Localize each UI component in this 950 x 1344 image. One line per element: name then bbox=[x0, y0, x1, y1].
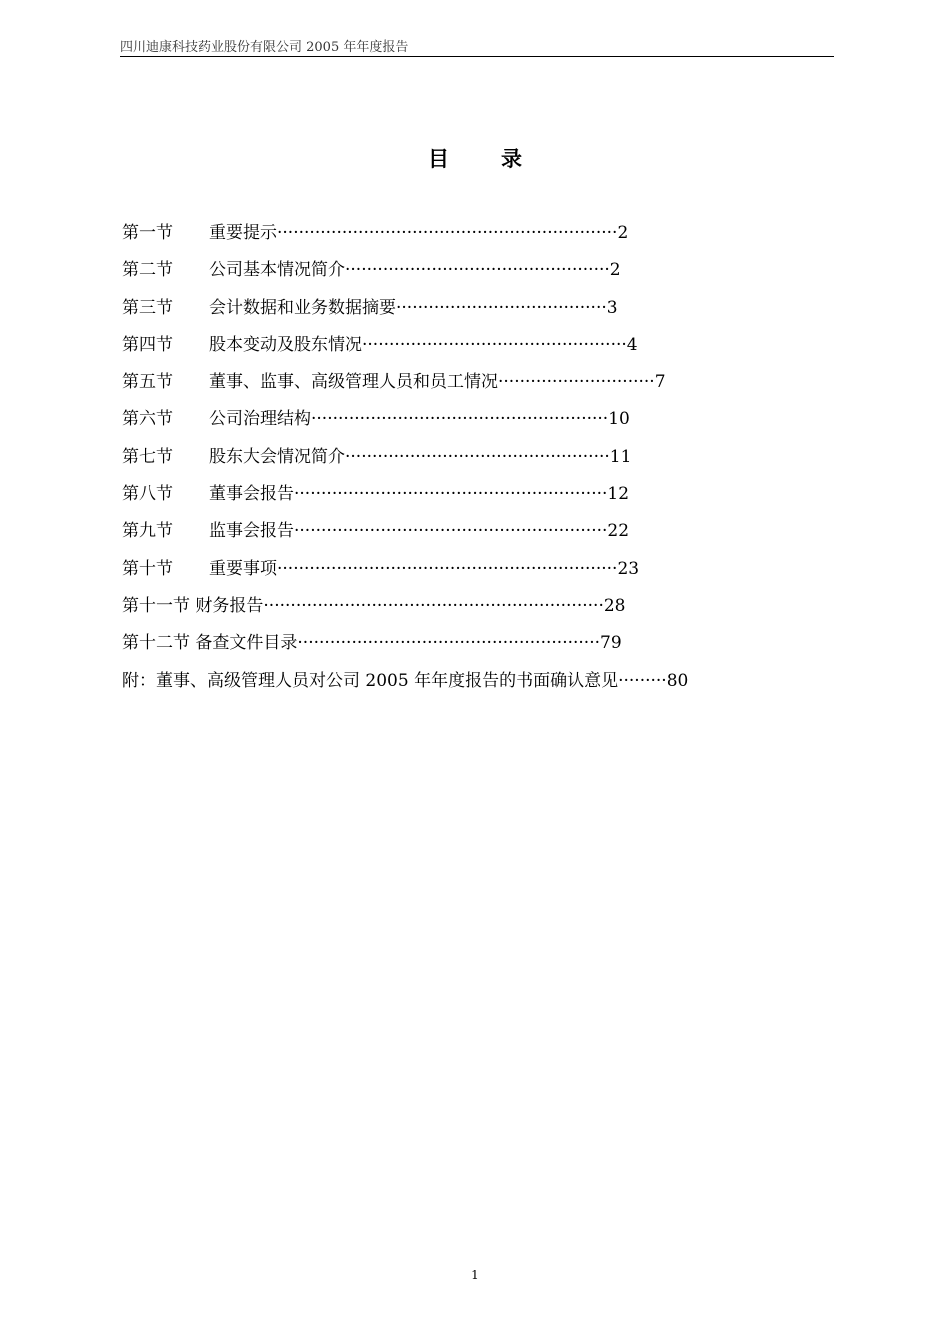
toc-leader-dots: ········· bbox=[618, 670, 667, 691]
toc-section-label: 第三节 bbox=[122, 297, 173, 318]
toc-section-label: 第八节 bbox=[122, 484, 173, 505]
toc-entry bbox=[122, 519, 762, 556]
toc-entry bbox=[122, 557, 762, 594]
toc-page-number: 22 bbox=[607, 521, 630, 542]
running-header bbox=[120, 36, 834, 57]
toc-section-label: 第五节 bbox=[122, 372, 173, 393]
toc-section-title: 公司基本情况简介 bbox=[209, 260, 345, 281]
toc-page-number: 23 bbox=[617, 558, 640, 579]
toc-section-label: 第九节 bbox=[122, 521, 173, 542]
toc-section-title: 董事会报告 bbox=[209, 484, 294, 505]
toc-appendix-entry bbox=[122, 669, 762, 706]
toc-section-title: 监事会报告 bbox=[209, 521, 294, 542]
toc-page-number: 2 bbox=[617, 223, 629, 243]
toc-appendix-title: 附：董事、高级管理人员对公司 2005 年年度报告的书面确认意见 bbox=[122, 670, 619, 691]
toc-section-title: 备查文件目录 bbox=[195, 633, 298, 654]
toc-leader-dots: ······························································· bbox=[277, 558, 618, 579]
toc-page-number: 7 bbox=[654, 372, 666, 393]
toc-entry bbox=[122, 482, 762, 519]
toc-section-label: 第十二节 bbox=[122, 633, 190, 654]
toc-section-label: 第四节 bbox=[122, 334, 173, 355]
table-of-contents bbox=[122, 221, 762, 706]
toc-section-title: 公司治理结构 bbox=[209, 409, 311, 430]
toc-page-number: 10 bbox=[608, 409, 630, 430]
title-char-1: 目 bbox=[428, 146, 449, 171]
toc-section-label: 第七节 bbox=[122, 446, 173, 467]
toc-page-number: 12 bbox=[607, 484, 630, 505]
toc-entry bbox=[122, 221, 762, 258]
toc-entry bbox=[122, 631, 762, 668]
toc-page-number: 3 bbox=[606, 297, 618, 318]
toc-leader-dots: ······························································· bbox=[277, 223, 618, 243]
toc-section-label: 第六节 bbox=[122, 409, 173, 430]
toc-entry bbox=[122, 594, 762, 631]
toc-section-label: 第十节 bbox=[122, 558, 173, 579]
toc-leader-dots: ························································ bbox=[297, 633, 601, 654]
toc-section-title: 会计数据和业务数据摘要 bbox=[209, 297, 396, 318]
toc-entry bbox=[122, 445, 762, 482]
toc-section-label: 第十一节 bbox=[122, 595, 190, 616]
toc-section-title: 财务报告 bbox=[195, 595, 264, 616]
toc-entry bbox=[122, 370, 762, 407]
page-title bbox=[0, 143, 950, 173]
toc-leader-dots: ······························································· bbox=[263, 595, 604, 616]
header-text: 四川迪康科技药业股份有限公司 2005 年年度报告 bbox=[120, 40, 409, 55]
toc-leader-dots: ················································· bbox=[362, 334, 627, 355]
toc-leader-dots: ······································· bbox=[396, 297, 607, 318]
toc-leader-dots: ····························· bbox=[498, 372, 655, 393]
toc-page-number: 79 bbox=[600, 633, 622, 654]
toc-entry bbox=[122, 333, 762, 370]
title-char-2: 录 bbox=[501, 146, 522, 171]
toc-section-label: 第二节 bbox=[122, 260, 173, 281]
toc-section-title: 重要提示 bbox=[209, 223, 277, 243]
toc-section-title: 股东大会情况简介 bbox=[209, 446, 345, 467]
page-number: 1 bbox=[471, 1268, 479, 1282]
toc-page-number: 11 bbox=[609, 446, 632, 467]
toc-section-title: 董事、监事、高级管理人员和员工情况 bbox=[209, 372, 498, 393]
toc-page-number: 28 bbox=[603, 595, 626, 616]
toc-section-label: 第一节 bbox=[122, 223, 173, 243]
toc-leader-dots: ·························································· bbox=[294, 521, 608, 542]
toc-page-number: 80 bbox=[666, 670, 689, 691]
toc-section-title: 重要事项 bbox=[209, 558, 277, 579]
toc-section-title: 股本变动及股东情况 bbox=[209, 334, 362, 355]
toc-page-number: 4 bbox=[626, 334, 638, 355]
toc-page-number: 2 bbox=[609, 260, 621, 281]
toc-leader-dots: ················································· bbox=[345, 260, 610, 281]
toc-leader-dots: ·························································· bbox=[294, 484, 608, 505]
toc-entry bbox=[122, 258, 762, 295]
toc-leader-dots: ················································· bbox=[345, 446, 610, 467]
toc-leader-dots: ······················································· bbox=[311, 409, 609, 430]
toc-entry bbox=[122, 296, 762, 333]
toc-entry bbox=[122, 407, 762, 444]
